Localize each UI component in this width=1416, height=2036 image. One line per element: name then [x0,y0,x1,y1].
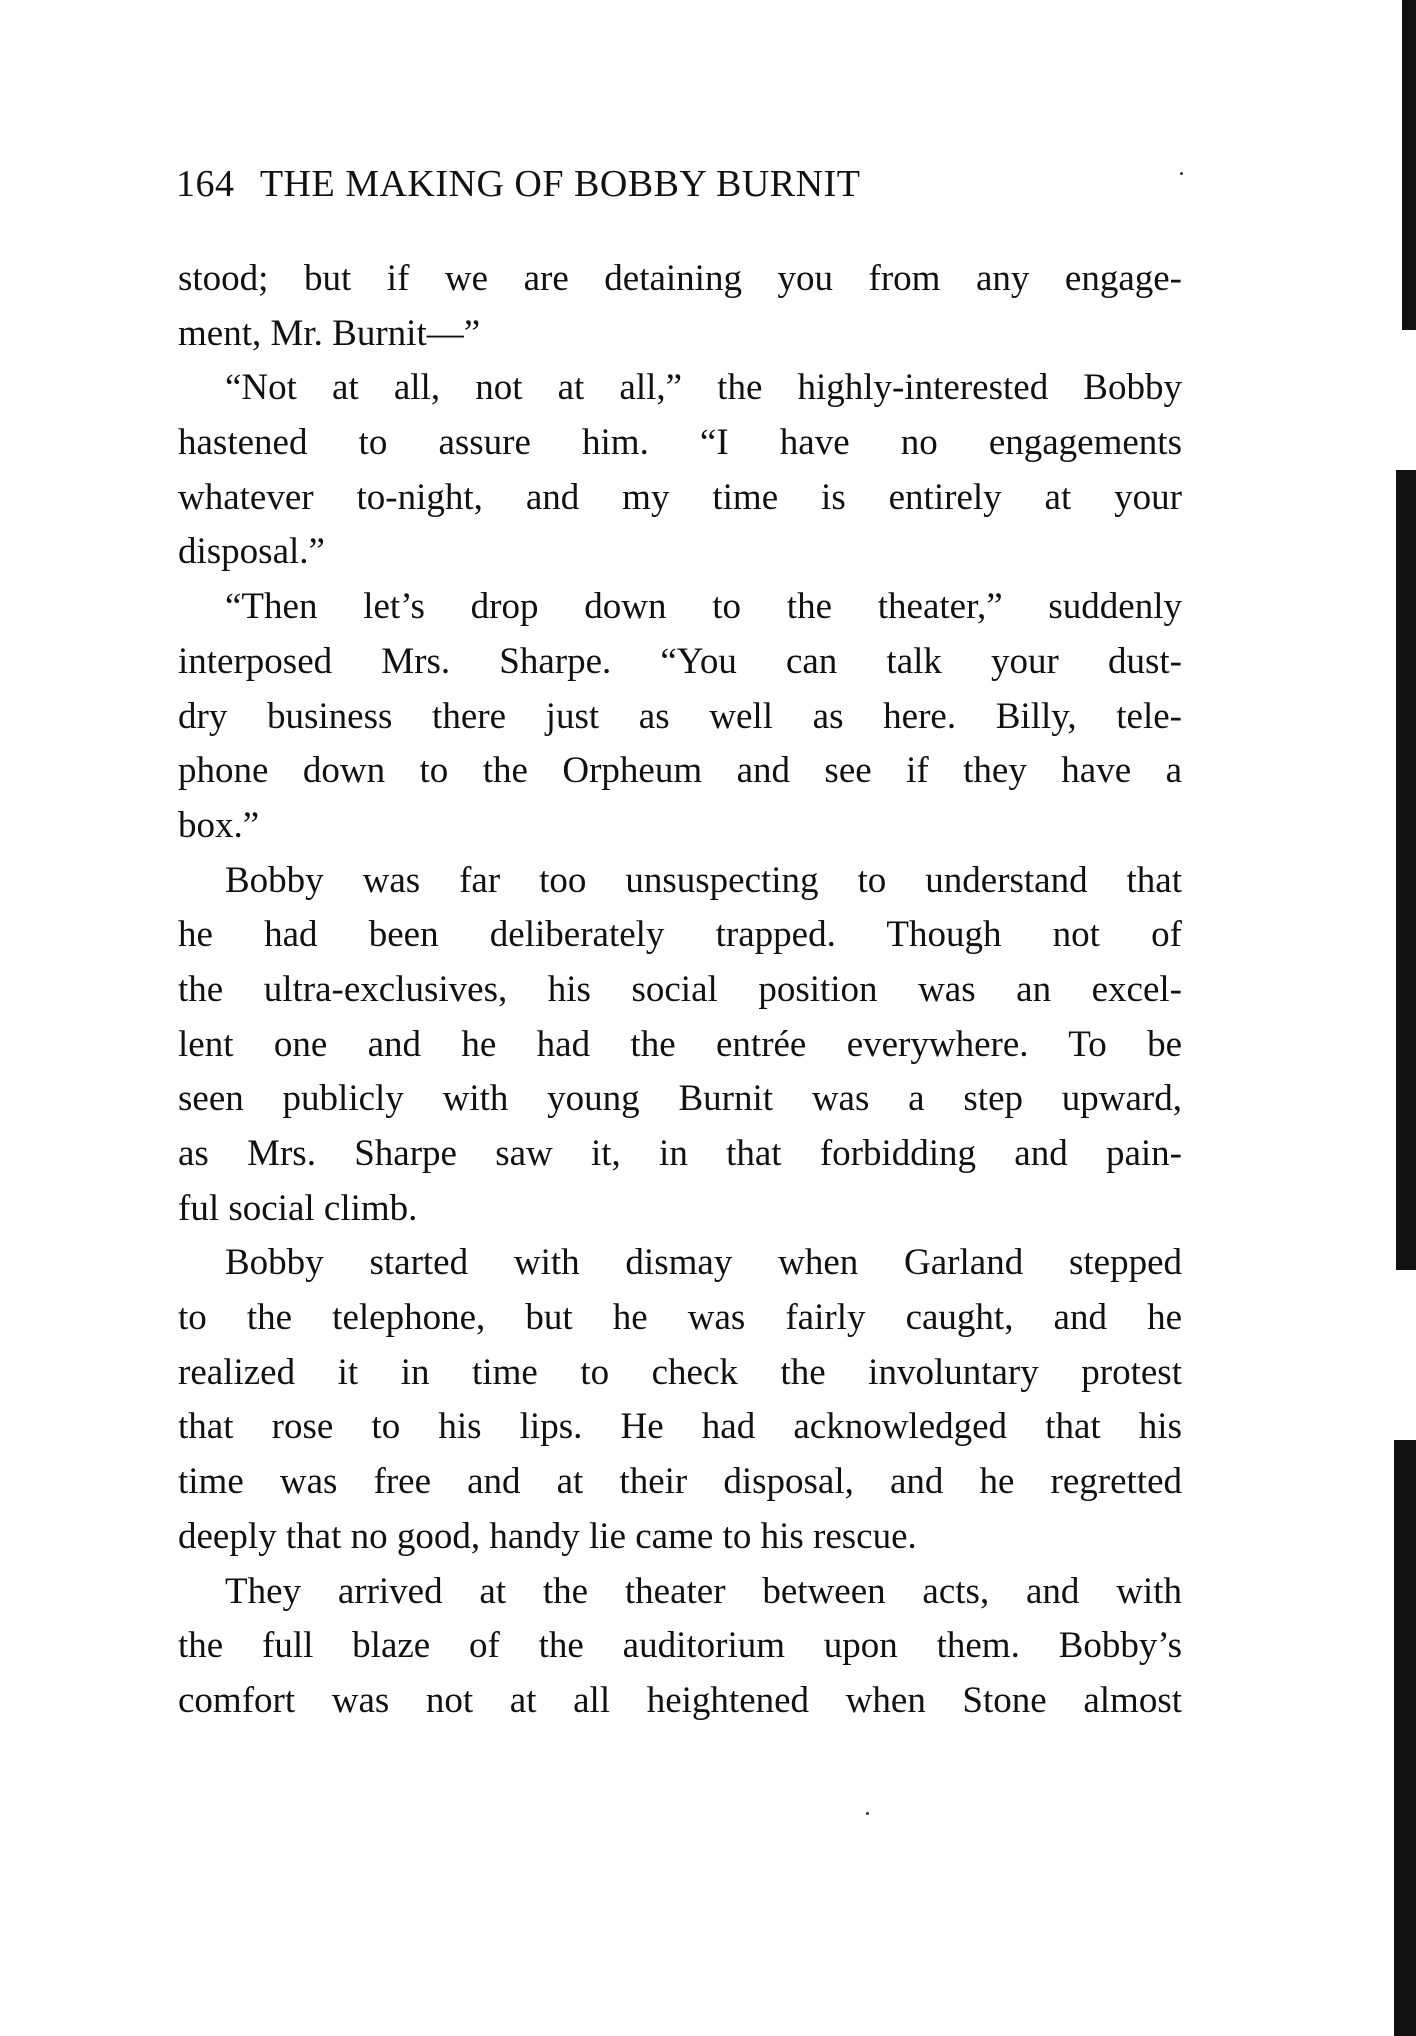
running-title: THE MAKING OF BOBBY BURNIT [259,163,861,205]
text-line: “Not at all, not at all,” the highly-interested Bobby [225,367,1182,409]
text-line: ful social climb. [178,1187,418,1229]
page-number: 164 [176,163,235,205]
scan-edge-shadow [1396,470,1416,1270]
text-line: “Then let’s drop down to the theater,” suddenly [225,586,1182,628]
text-line: Bobby was far too unsuspecting to understand that [225,859,1182,901]
text-line: that rose to his lips. He had acknowledged that his [178,1406,1182,1448]
page-body-text [178,252,1182,1729]
paragraph [178,1236,1182,1564]
text-line: seen publicly with young Burnit was a step upward, [178,1078,1182,1120]
text-line: comfort was not at all heightened when Stone almost [178,1679,1182,1721]
paragraph [178,580,1182,853]
text-line: whatever to-night, and my time is entirely at your [178,476,1182,518]
text-line: hastened to assure him. “I have no engagements [178,422,1182,464]
text-line: ment, Mr. Burnit—” [178,312,481,354]
text-line: the ultra-exclusives, his social position was an excel- [178,968,1182,1010]
text-line: stood; but if we are detaining you from any engage- [178,258,1182,299]
running-header [176,162,1096,206]
text-line: as Mrs. Sharpe saw it, in that forbidding and pain- [178,1133,1182,1174]
text-line: They arrived at the theater between acts, and with [225,1570,1182,1612]
text-line: realized it in time to check the involuntary protest [178,1351,1182,1393]
text-line: interposed Mrs. Sharpe. “You can talk your dust- [178,640,1182,682]
text-line: lent one and he had the entrée everywhere. To be [178,1023,1182,1065]
text-line: phone down to the Orpheum and see if they have a [178,750,1182,792]
text-line: time was free and at their disposal, and he regretted [178,1461,1182,1503]
scan-speck [1180,172,1183,175]
text-line: he had been deliberately trapped. Though not of [178,914,1182,956]
paragraph [178,361,1182,580]
text-line: the full blaze of the auditorium upon them. Bobby’s [178,1625,1182,1667]
paragraph [178,1565,1182,1729]
text-line: Bobby started with dismay when Garland stepped [225,1242,1182,1284]
paragraph [178,252,1182,361]
scan-speck [866,1812,869,1815]
scan-edge-shadow [1394,1440,1416,2036]
text-line: dry business there just as well as here. Billy, tele- [178,695,1182,737]
text-line: disposal.” [178,531,325,573]
text-line: deeply that no good, handy lie came to his rescue. [178,1515,917,1557]
text-line: box.” [178,804,260,846]
paragraph [178,854,1182,1237]
scan-edge-shadow [1402,0,1416,330]
text-line: to the telephone, but he was fairly caught, and he [178,1297,1182,1339]
